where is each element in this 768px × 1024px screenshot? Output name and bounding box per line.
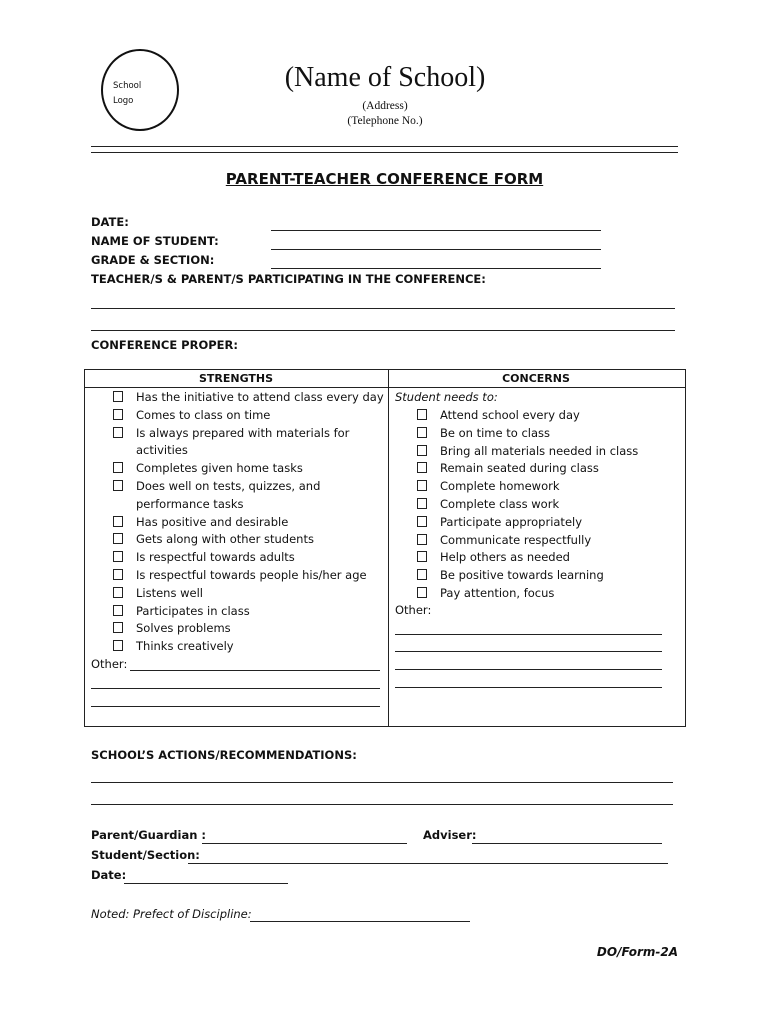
strength-item: Gets along with other students [91, 531, 386, 549]
parent-guardian-field[interactable] [202, 843, 407, 844]
strength-item-continued: activities [136, 443, 188, 458]
checkbox-icon[interactable] [113, 462, 123, 473]
checkbox-icon[interactable] [417, 534, 427, 545]
checkbox-icon[interactable] [113, 640, 123, 651]
concern-item: Be positive towards learning [395, 567, 680, 585]
actions-label: SCHOOL’S ACTIONS/RECOMMENDATIONS: [91, 748, 357, 762]
form-title: PARENT-TEACHER CONFERENCE FORM [225, 170, 544, 188]
concern-item: Attend school every day [395, 407, 680, 425]
adviser-label: Adviser: [423, 828, 477, 842]
concerns-other-line-2[interactable] [395, 651, 662, 652]
checkbox-icon[interactable] [113, 391, 123, 402]
signature-date-field[interactable] [124, 883, 288, 884]
strength-item: Participates in class [91, 603, 386, 621]
grade-section-label: GRADE & SECTION: [91, 253, 215, 267]
header-rule-top [91, 146, 678, 147]
student-section-label: Student/Section: [91, 848, 200, 862]
student-section-field[interactable] [188, 863, 668, 864]
checkbox-icon[interactable] [113, 551, 123, 562]
grade-section-field[interactable] [271, 268, 601, 269]
table-column-divider [388, 369, 389, 727]
strength-item: Does well on tests, quizzes, and [91, 478, 386, 496]
student-name-field[interactable] [271, 249, 601, 250]
checkbox-icon[interactable] [417, 569, 427, 580]
concerns-other-line-3[interactable] [395, 669, 662, 670]
actions-line-1[interactable] [91, 782, 673, 783]
participants-line-1[interactable] [91, 308, 675, 309]
strengths-other-line-1[interactable] [130, 670, 380, 671]
address-text: (Address) [362, 100, 408, 112]
strength-item: Is always prepared with materials for [91, 425, 386, 443]
strengths-other-line-3[interactable] [91, 706, 380, 707]
concern-item: Pay attention, focus [395, 585, 680, 603]
form-number: DO/Form-2A [596, 945, 678, 959]
logo-text-line2: Logo [113, 96, 134, 106]
noted-prefect-label: Noted: Prefect of Discipline: [91, 907, 252, 921]
strength-item: Comes to class on time [91, 407, 386, 425]
concerns-intro: Student needs to: [395, 390, 498, 404]
checkbox-icon[interactable] [417, 498, 427, 509]
checkbox-icon[interactable] [417, 427, 427, 438]
checkbox-icon[interactable] [113, 409, 123, 420]
date-label: DATE: [91, 215, 129, 229]
checkbox-icon[interactable] [113, 569, 123, 580]
school-name: (Name of School) [284, 62, 486, 93]
strength-item: Completes given home tasks [91, 460, 386, 478]
telephone-text: (Telephone No.) [347, 115, 423, 127]
strength-item-continued: performance tasks [136, 496, 244, 511]
school-logo [101, 49, 179, 131]
checkbox-icon[interactable] [113, 480, 123, 491]
checkbox-icon[interactable] [417, 462, 427, 473]
concern-item: Complete class work [395, 496, 680, 514]
strengths-list [91, 389, 386, 656]
checkbox-icon[interactable] [113, 622, 123, 633]
checkbox-icon[interactable] [113, 516, 123, 527]
signature-date-label: Date: [91, 868, 127, 882]
checkbox-icon[interactable] [417, 516, 427, 527]
strength-item: Is respectful towards people his/her age [91, 567, 386, 585]
parent-guardian-label: Parent/Guardian : [91, 828, 207, 842]
strengths-other-label: Other: [91, 657, 128, 671]
concerns-header: CONCERNS [502, 372, 570, 385]
strength-item: Listens well [91, 585, 386, 603]
concern-item: Remain seated during class [395, 460, 680, 478]
concern-item: Be on time to class [395, 425, 680, 443]
strengths-other-line-2[interactable] [91, 688, 380, 689]
strength-item: Has positive and desirable [91, 514, 386, 532]
checkbox-icon[interactable] [113, 605, 123, 616]
actions-line-2[interactable] [91, 804, 673, 805]
conference-proper-label: CONFERENCE PROPER: [91, 338, 238, 352]
table-header-rule [84, 387, 686, 388]
checkbox-icon[interactable] [417, 587, 427, 598]
date-field[interactable] [271, 230, 601, 231]
logo-text-line1: School [113, 81, 142, 91]
concern-item: Participate appropriately [395, 514, 680, 532]
strengths-header: STRENGTHS [198, 372, 274, 385]
strength-item: Is respectful towards adults [91, 549, 386, 567]
strength-item: Thinks creatively [91, 638, 386, 656]
header-rule-bottom [91, 152, 678, 153]
strength-item: Solves problems [91, 620, 386, 638]
checkbox-icon[interactable] [417, 445, 427, 456]
noted-prefect-field[interactable] [250, 921, 470, 922]
checkbox-icon[interactable] [113, 533, 123, 544]
student-name-label: NAME OF STUDENT: [91, 234, 219, 248]
participants-line-2[interactable] [91, 330, 675, 331]
checkbox-icon[interactable] [417, 551, 427, 562]
participants-label: TEACHER/S & PARENT/S PARTICIPATING IN THE CONFERENCE: [91, 272, 486, 286]
concern-item: Communicate respectfully [395, 532, 680, 550]
concerns-other-line-4[interactable] [395, 687, 662, 688]
concern-item: Help others as needed [395, 549, 680, 567]
adviser-field[interactable] [472, 843, 662, 844]
concern-item: Complete homework [395, 478, 680, 496]
checkbox-icon[interactable] [417, 409, 427, 420]
strength-item: Has the initiative to attend class every day [91, 389, 386, 407]
school-address [230, 99, 540, 129]
concerns-other-line-1[interactable] [395, 634, 662, 635]
checkbox-icon[interactable] [113, 587, 123, 598]
concern-item: Bring all materials needed in class [395, 443, 680, 461]
concerns-other-label: Other: [395, 603, 432, 617]
checkbox-icon[interactable] [417, 480, 427, 491]
concerns-list [395, 407, 680, 603]
checkbox-icon[interactable] [113, 427, 123, 438]
